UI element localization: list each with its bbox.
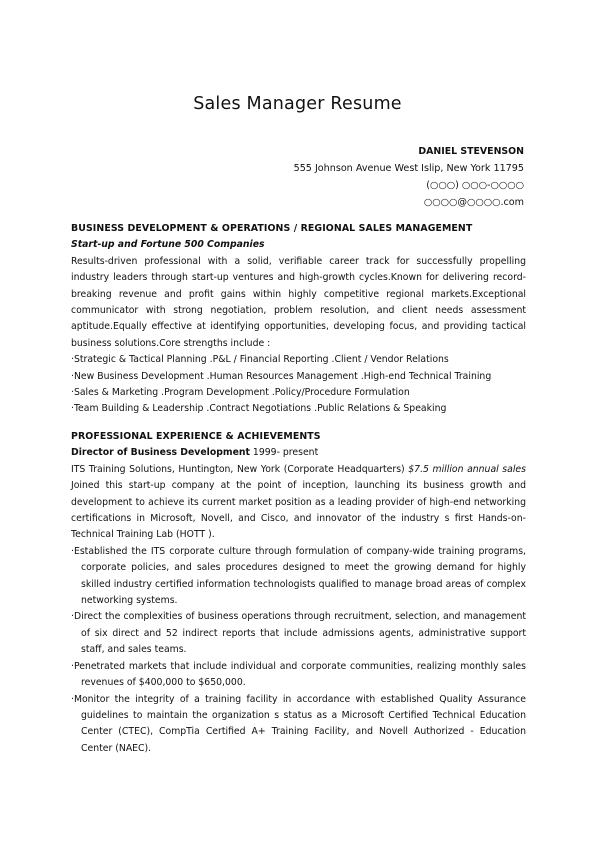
role-line [71, 445, 526, 461]
achievement-bullet: ·Penetrated markets that include individual and corporate communities, realizing monthly sales revenues of $400,000 to $650,000. [71, 660, 526, 689]
contact-name: DANIEL STEVENSON [418, 146, 524, 157]
document-title: Sales Manager Resume [193, 94, 402, 114]
company-intro [71, 462, 526, 544]
summary-section [71, 221, 526, 418]
experience-heading: PROFESSIONAL EXPERIENCE & ACHIEVEMENTS [71, 431, 321, 442]
achievement-bullet: ·Direct the complexities of business operations through recruitment, selection, and management of six direct and 52 indirect reports that include admissions agents, administrative support staff, and sales teams. [71, 611, 526, 656]
achievement-bullet: ·Monitor the integrity of a training facility in accordance with established Quality Assurance guidelines to maintain the organization s status as a Microsoft Certified Technical Education Center (CTEC), CompTia Certified A+ Training Facility, and Novell Authorized - Education Center (NAEC). [71, 693, 526, 754]
summary-subheading: Start-up and Fortune 500 Companies [71, 239, 265, 251]
strength-line: ·Sales & Marketing .Program Development .Policy/Procedure Formulation [71, 387, 410, 399]
contact-phone: (○○○) ○○○-○○○○ [426, 180, 524, 191]
contact-email: ○○○○@○○○○.com [423, 197, 524, 208]
company-intro-text: Joined this start-up company at the point of inception, launching its business growth and development to achieve its current market position as a leading provider of high-end networking certifications in Microsoft, Novell, and Cisco, and innovator of the industry s first Hands-on-Technical Training Lab (HOTT ). [71, 480, 526, 541]
company-revenue: $7.5 million annual sales [408, 463, 526, 475]
strength-line: ·New Business Development .Human Resources Management .High-end Technical Training [71, 370, 492, 382]
summary-heading: BUSINESS DEVELOPMENT & OPERATIONS / REGIONAL SALES MANAGEMENT [71, 223, 473, 234]
achievement-bullet: ·Established the ITS corporate culture through formulation of company-wide training programs, corporate policies, and sales procedures designed to meet the growing demand for highly skilled industry certified information technologists qualified to manage broad areas of complex networking systems. [71, 545, 526, 607]
strength-line: ·Strategic & Tactical Planning .P&L / Financial Reporting .Client / Vendor Relations [71, 354, 449, 366]
experience-section [71, 429, 526, 757]
company-name: ITS Training Solutions, Huntington, New York (Corporate Headquarters) [71, 463, 409, 475]
role-title: Director of Business Development [71, 447, 250, 459]
contact-block [294, 143, 524, 211]
role-dates: 1999- present [249, 447, 319, 459]
contact-address: 555 Johnson Avenue West Islip, New York 11795 [293, 163, 524, 174]
summary-paragraph: Results-driven professional with a solid, verifiable career track for successfully propelling industry leaders through start-up ventures and high-growth cycles.Known for delivering record-breaking revenue and profit gains within highly competitive regional markets.Exceptional communicator with strong negotiation, problem resolution, and client needs assessment aptitude.Equally effective at identifying opportunities, developing focus, and providing tactical business solutions.Core strengths include : [71, 255, 526, 349]
strength-line: ·Team Building & Leadership .Contract Negotiations .Public Relations & Speaking [71, 403, 447, 415]
